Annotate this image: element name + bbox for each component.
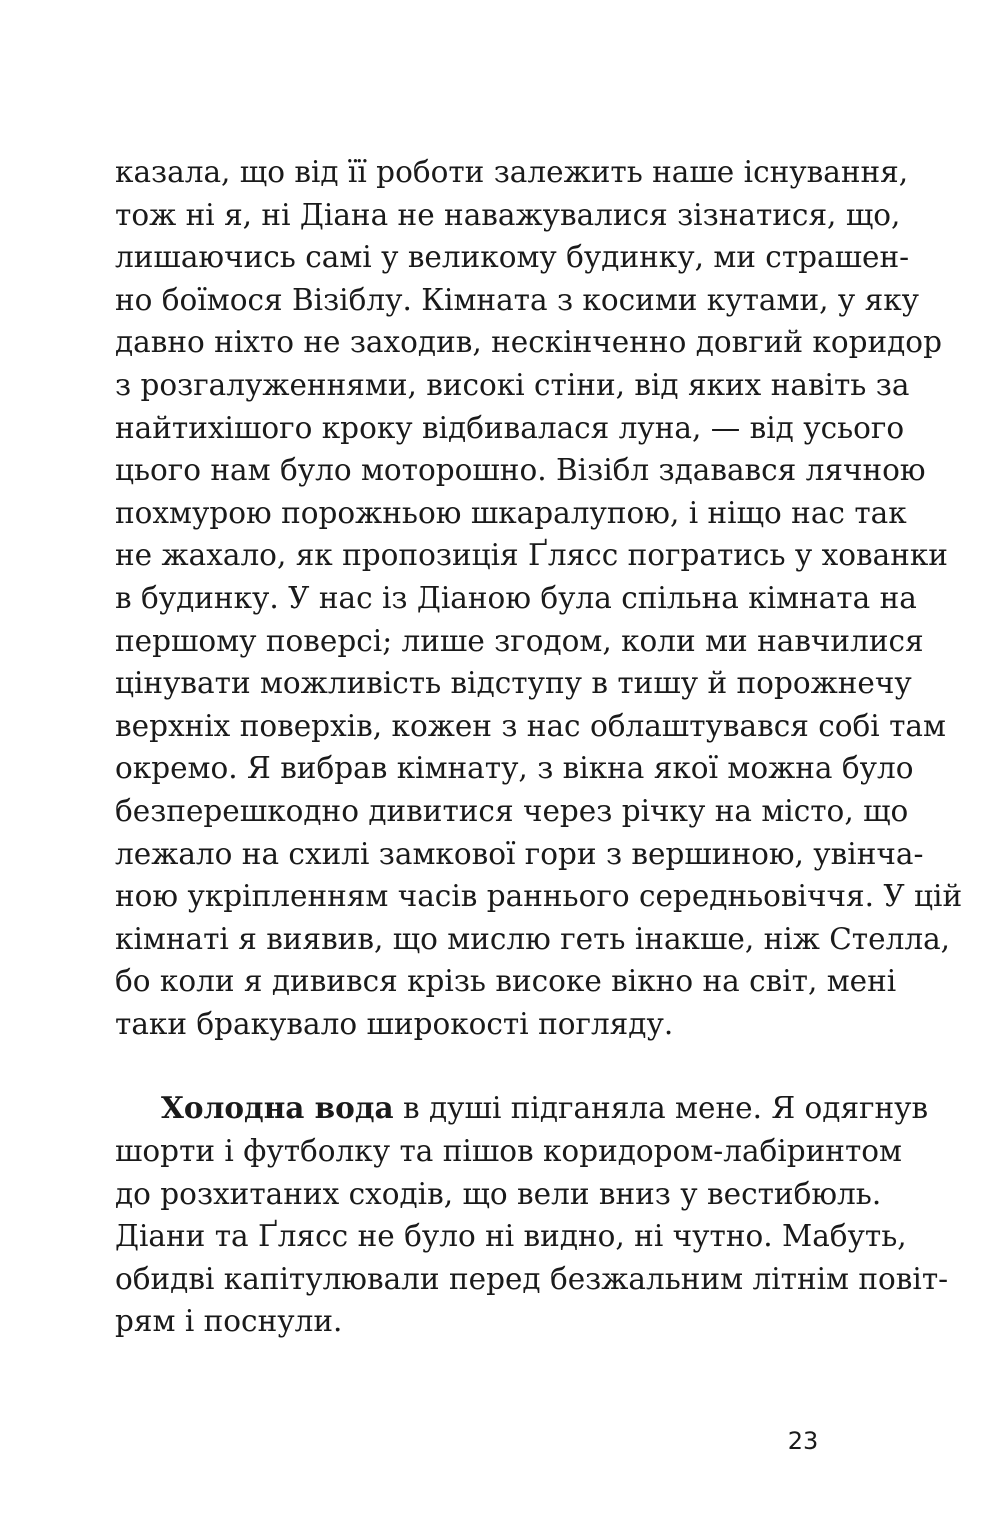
text-line: з розгалуженнями, високі стіни, від яких навіть за	[115, 367, 910, 402]
page-number: 23	[787, 1427, 819, 1455]
bold-phrase: Холодна вода	[161, 1090, 394, 1126]
text-line: Діани та Ґлясс не було ні видно, ні чутно. Мабуть,	[115, 1219, 907, 1254]
text-line: давно ніхто не заходив, нескінченно довгий коридор	[115, 325, 942, 360]
line-text: в душі підганяла мене. Я одягнув	[393, 1091, 929, 1126]
text-line: бо коли я дивився крізь високе вікно на світ, мені	[115, 964, 897, 999]
text-line: не жахало, як пропозиція Ґлясс погратись у хованки	[115, 538, 948, 573]
text-line: рям і поснули.	[115, 1304, 343, 1339]
text-line: похмурою порожньою шкаралупою, і ніщо нас так	[115, 495, 907, 530]
text-line: найтихішого кроку відбивалася луна, — від усього	[115, 410, 905, 445]
text-line: цього нам було моторошно. Візібл здавався лячною	[115, 453, 926, 488]
text-line: лишаючись самі у великому будинку, ми страшен-	[115, 240, 910, 275]
paragraph-1	[115, 151, 963, 1045]
text-line: ною укріпленням часів раннього середньовіччя. У цій	[115, 879, 963, 914]
body-text	[115, 151, 963, 1343]
paragraph-2-line-1	[115, 1087, 929, 1130]
text-line: но боїмося Візіблу. Кімната з косими кутами, у яку	[115, 282, 920, 317]
text-line: тож ні я, ні Діана не наважувалися зізнатися, що,	[115, 197, 901, 232]
text-line: шорти і футболку та пішов коридором-лабіринтом	[115, 1134, 902, 1169]
paragraph-2	[115, 1087, 949, 1343]
text-line: безперешкодно дивитися через річку на місто, що	[115, 793, 909, 828]
text-line: лежало на схилі замкової гори з вершиною, увінча-	[115, 836, 924, 871]
text-line: окремо. Я вибрав кімнату, з вікна якої можна було	[115, 751, 914, 786]
text-line: таки бракувало широкості погляду.	[115, 1006, 674, 1041]
text-line: в будинку. У нас із Діаною була спільна кімната на	[115, 580, 917, 615]
text-line: кімнаті я виявив, що мислю геть інакше, ніж Стелла,	[115, 921, 951, 956]
text-line: обидві капітулювали перед безжальним літнім повіт-	[115, 1261, 949, 1296]
text-line: до розхитаних сходів, що вели вниз у вестибюль.	[115, 1176, 882, 1211]
paragraph-gap	[115, 1045, 861, 1087]
text-line: казала, що від її роботи залежить наше існування,	[115, 155, 909, 189]
text-line: цінувати можливість відступу в тишу й порожнечу	[115, 666, 912, 701]
text-line: першому поверсі; лише згодом, коли ми навчилися	[115, 623, 924, 658]
text-line: верхніх поверхів, кожен з нас облаштувався собі там	[115, 708, 946, 743]
